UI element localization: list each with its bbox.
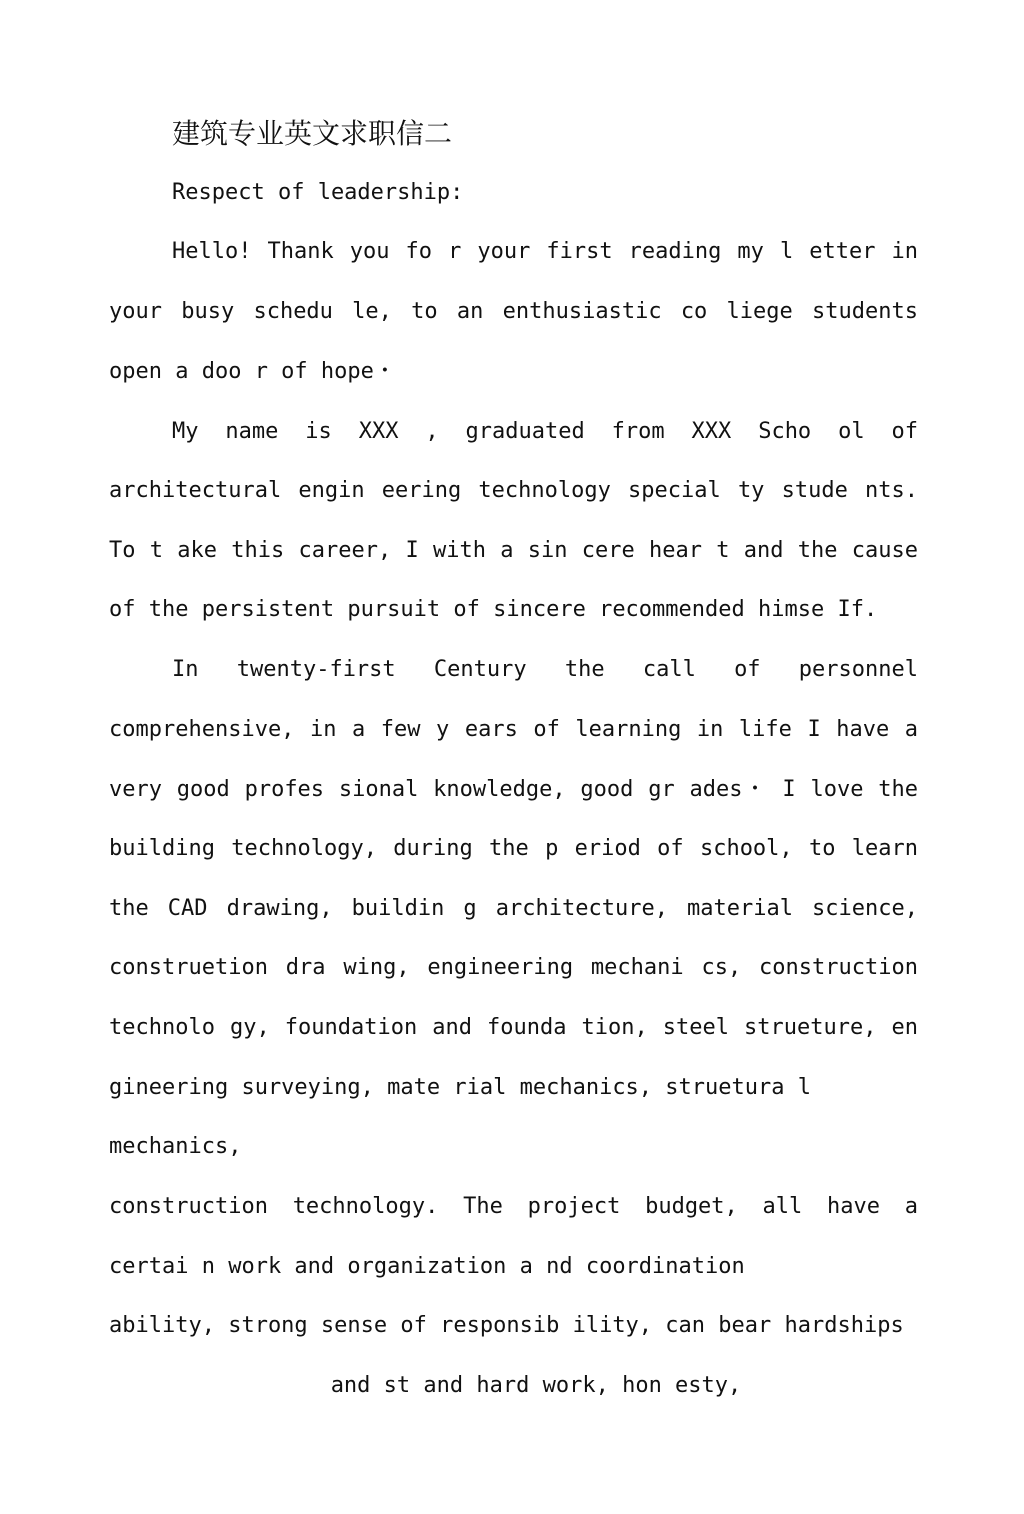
text-line: very good profes sional knowledge, good gr ades・ I love the <box>109 777 918 802</box>
text-line: technolo gy, foundation and founda tion, steel strueture, en <box>109 1015 918 1040</box>
text-line: To t ake this career, I with a sin cere hear t and the cause <box>109 538 918 563</box>
text-line: My name is XXX , graduated from XXX Scho ol of <box>172 419 918 444</box>
text-line: certai n work and organization a nd coordination <box>109 1254 745 1279</box>
text-line: open a doo r of hope・ <box>109 359 396 384</box>
document-title: 建筑专业英文求职信二 <box>172 117 453 150</box>
text-line: comprehensive, in a few y ears of learning in life I have a <box>109 717 918 742</box>
text-line: of the persistent pursuit of sincere recommended himse If. <box>109 597 878 622</box>
text-line: and st and hard work, hon esty, <box>330 1373 742 1398</box>
text-line: construetion dra wing, engineering mechani cs, construction <box>109 955 918 980</box>
text-line: gineering surveying, mate rial mechanics, struetura l <box>109 1075 811 1100</box>
text-line: your busy schedu le, to an enthusiastic co liege students <box>109 299 918 324</box>
text-line: the CAD drawing, buildin g architecture, material science, <box>109 896 918 921</box>
text-line: ability, strong sense of responsib ility, can bear hardships <box>109 1313 904 1338</box>
text-line: building technology, during the p eriod of school, to learn <box>109 836 918 861</box>
text-line: mechanics, <box>109 1134 242 1159</box>
salutation-line: Respect of leadership: <box>172 180 464 205</box>
text-line: Hello! Thank you fo r your first reading my l etter in <box>172 239 918 264</box>
text-line: construction technology. The project budget, all have a <box>109 1194 918 1219</box>
text-line: In twenty-first Century the call of personnel <box>172 657 918 682</box>
text-line: architectural engin eering technology special ty stude nts. <box>109 478 918 503</box>
